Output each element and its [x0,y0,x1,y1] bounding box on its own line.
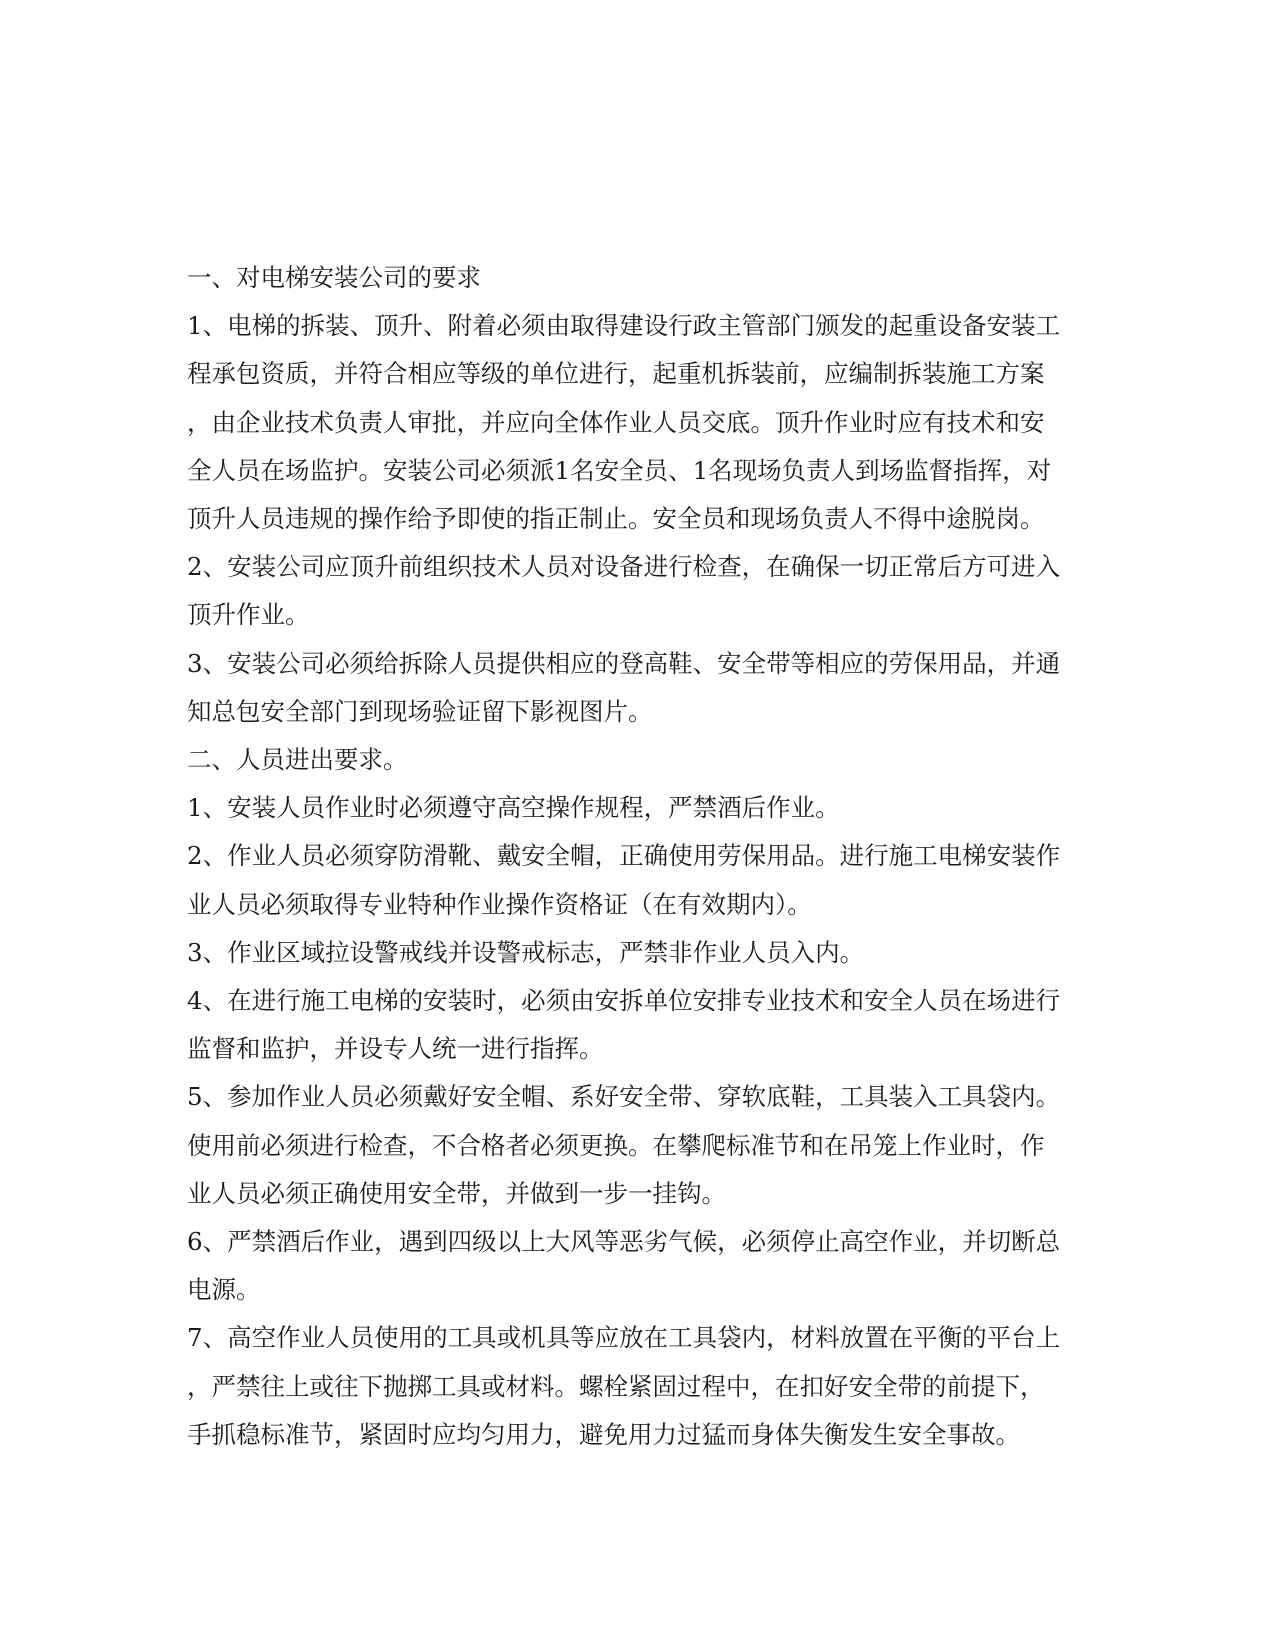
text-line: 2、安装公司应顶升前组织技术人员对设备进行检查，在确保一切正常后方可进入 [187,552,1061,582]
text-line: 业人员必须正确使用安全带，并做到一步一挂钩。 [187,1178,726,1208]
section-heading: 一、对电梯安装公司的要求 [187,263,481,292]
text-line: ，严禁往上或往下抛掷工具或材料。螺栓紧固过程中，在扣好安全带的前提下， [187,1371,1045,1401]
text-line: 电源。 [187,1275,261,1305]
text-line: 1、电梯的拆装、顶升、附着必须由取得建设行政主管部门颁发的起重设备安装工 [187,311,1061,341]
text-line: 4、在进行施工电梯的安装时，必须由安拆单位安排专业技术和安全人员在场进行 [187,986,1061,1016]
text-line: 顶升作业。 [187,600,310,630]
text-line: 1、安装人员作业时必须遵守高空操作规程，严禁酒后作业。 [187,793,840,823]
text-line: 监督和监护，并设专人统一进行指挥。 [187,1034,604,1064]
text-line: 6、严禁酒后作业，遇到四级以上大风等恶劣气候，必须停止高空作业，并切断总 [187,1227,1061,1257]
text-line: 3、安装公司必须给拆除人员提供相应的登高鞋、安全带等相应的劳保用品，并通 [187,648,1061,678]
text-line: 手抓稳标准节，紧固时应均匀用力，避免用力过猛而身体失衡发生安全事故。 [187,1419,1020,1449]
section-heading: 二、人员进出要求。 [187,745,408,775]
text-line: 7、高空作业人员使用的工具或机具等应放在工具袋内，材料放置在平衡的平台上 [187,1323,1061,1353]
text-line: 顶升人员违规的操作给予即使的指正制止。安全员和现场负责人不得中途脱岗。 [187,504,1045,534]
text-line: 2、作业人员必须穿防滑靴、戴安全帽，正确使用劳保用品。进行施工电梯安装作 [187,841,1061,871]
text-line: 业人员必须取得专业特种作业操作资格证（在有效期内）。 [187,889,812,919]
text-line: 知总包安全部门到现场验证留下影视图片。 [187,696,653,726]
text-line: 全人员在场监护。安装公司必须派1名安全员、1名现场负责人到场监督指挥，对 [187,455,1052,485]
text-line: 程承包资质，并符合相应等级的单位进行，起重机拆装前，应编制拆装施工方案 [187,359,1045,389]
text-line: 3、作业区域拉设警戒线并设警戒标志，严禁非作业人员入内。 [187,937,865,967]
text-line: 使用前必须进行检查，不合格者必须更换。在攀爬标准节和在吊笼上作业时，作 [187,1130,1045,1160]
document-body [187,254,1082,1459]
text-line: 5、参加作业人员必须戴好安全帽、系好安全带、穿软底鞋，工具装入工具袋内。 [187,1082,1061,1112]
text-line: ，由企业技术负责人审批，并应向全体作业人员交底。顶升作业时应有技术和安 [187,407,1045,437]
